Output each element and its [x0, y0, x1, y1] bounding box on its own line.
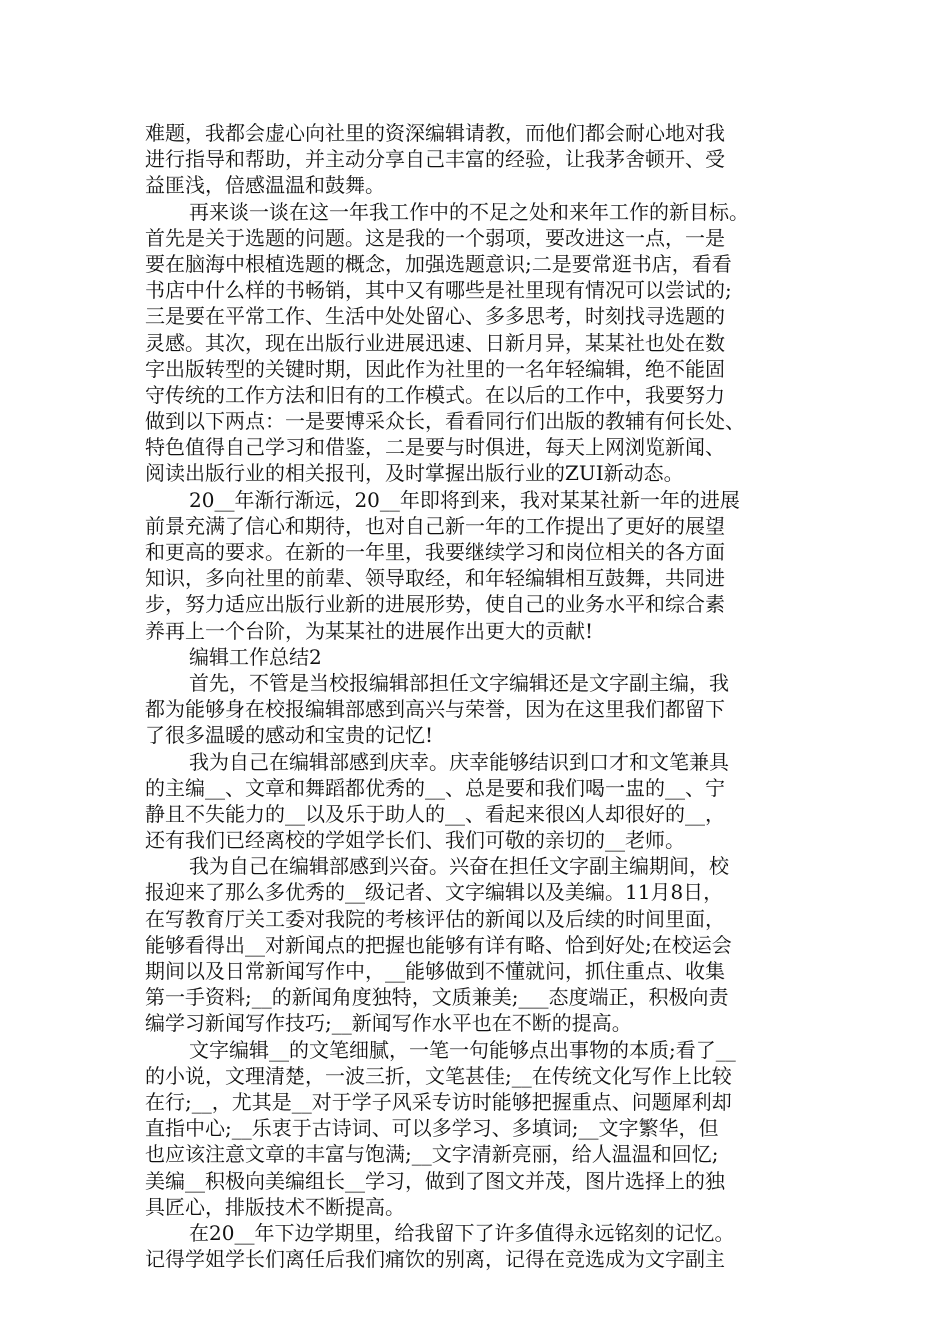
text-line: 灵感。其次，现在出版行业进展迅速、日新月异，某某社也处在数 [145, 330, 725, 355]
text-line: 具匠心，排版技术不断提高。 [145, 1194, 405, 1219]
text-line: 益匪浅，倍感温温和鼓舞。 [145, 173, 385, 198]
text-line: 在行;__，尤其是__对于学子风采专访时能够把握重点、问题犀利却 [145, 1089, 732, 1114]
text-line: 养再上一个台阶，为某某社的进展作出更大的贡献! [145, 618, 594, 643]
text-line: 首先，不管是当校报编辑部担任文字编辑还是文字副主编，我 [189, 670, 729, 695]
text-line: 守传统的工作方法和旧有的工作模式。在以后的工作中，我要努力 [145, 382, 725, 407]
text-line: 进行指导和帮助，并主动分享自己丰富的经验，让我茅舍顿开、受 [145, 147, 725, 172]
text-line: 了很多温暖的感动和宝贵的记忆! [145, 723, 434, 748]
text-line: 难题，我都会虚心向社里的资深编辑请教，而他们都会耐心地对我 [145, 121, 725, 145]
text-line: 在20__年下边学期里，给我留下了许多值得永远铭刻的记忆。 [189, 1220, 735, 1245]
text-line: 首先是关于选题的问题。这是我的一个弱项，要改进这一点，一是 [145, 225, 725, 250]
text-line: 记得学姐学长们离任后我们痛饮的别离，记得在竞选成为文字副主 [145, 1247, 725, 1272]
text-line: 我为自己在编辑部感到兴奋。兴奋在担任文字副主编期间，校 [189, 854, 729, 879]
text-line: 在写教育厅关工委对我院的考核评估的新闻以及后续的时间里面， [145, 906, 725, 931]
text-line: 字出版转型的关键时期，因此作为社里的一名年轻编辑，绝不能固 [145, 356, 725, 381]
text-line: 我为自己在编辑部感到庆幸。庆幸能够结识到口才和文笔兼具 [189, 749, 729, 774]
text-line: 特色值得自己学习和借鉴，二是要与时俱进，每天上网浏览新闻、 [145, 435, 725, 460]
document-body [145, 120, 835, 1272]
text-line: 的小说，文理清楚，一波三折，文笔甚佳;__在传统文化写作上比较 [145, 1063, 732, 1088]
text-line: 文字编辑__的文笔细腻，一笔一句能够点出事物的本质;看了__ [189, 1037, 736, 1062]
text-line: 编学习新闻写作技巧;__新闻写作水平也在不断的提高。 [145, 1011, 632, 1036]
text-line: 报迎来了那么多优秀的__级记者、文字编辑以及美编。11月8日， [145, 880, 724, 905]
text-line: 再来谈一谈在这一年我工作中的不足之处和来年工作的新目标。 [189, 199, 749, 224]
text-line: 书店中什么样的书畅销，其中又有哪些是社里现有情况可以尝试的; [145, 278, 732, 303]
text-line: 20__年渐行渐远，20__年即将到来，我对某某社新一年的进展 [189, 487, 740, 512]
text-line: 静且不失能力的__以及乐于助人的__、看起来很凶人却很好的__， [145, 801, 725, 826]
text-line: 第一手资料;__的新闻角度独特，文质兼美;___态度端正，积极向责 [145, 985, 729, 1010]
text-line: 前景充满了信心和期待，也对自己新一年的工作提出了更好的展望 [145, 513, 725, 538]
text-line: 阅读出版行业的相关报刊，及时掌握出版行业的ZUI新动态。 [145, 461, 684, 486]
text-line: 期间以及日常新闻写作中，__能够做到不懂就问，抓住重点、收集 [145, 959, 725, 983]
text-line: 编辑工作总结2 [189, 644, 322, 669]
text-line: 能够看得出__对新闻点的把握也能够有详有略、恰到好处;在校运会 [145, 932, 732, 957]
text-line: 做到以下两点：一是要博采众长，看看同行们出版的教辅有何长处、 [145, 409, 745, 434]
text-line: 三是要在平常工作、生活中处处留心、多多思考，时刻找寻选题的 [145, 304, 725, 329]
text-line: 的主编__、文章和舞蹈都优秀的__、总是要和我们喝一盅的__、宁 [145, 775, 725, 800]
text-line: 知识，多向社里的前辈、领导取经，和年轻编辑相互鼓舞，共同进 [145, 566, 725, 591]
text-line: 和更高的要求。在新的一年里，我要继续学习和岗位相关的各方面 [145, 540, 725, 564]
text-line: 美编__积极向美编组长__学习，做到了图文并茂，图片选择上的独 [145, 1168, 725, 1193]
text-line: 要在脑海中根植选题的概念，加强选题意识;二是要常逛书店，看看 [145, 251, 732, 276]
text-line: 直指中心;__乐衷于古诗词、可以多学习、多填词;__文字繁华，但 [145, 1116, 719, 1141]
text-line: 还有我们已经离校的学姐学长们、我们可敬的亲切的__老师。 [145, 828, 685, 853]
text-line: 步，努力适应出版行业新的进展形势，使自己的业务水平和综合素 [145, 592, 725, 617]
text-line: 也应该注意文章的丰富与饱满;__文字清新亮丽，给人温温和回忆; [145, 1142, 719, 1167]
text-line: 都为能够身在校报编辑部感到高兴与荣誉，因为在这里我们都留下 [145, 697, 725, 722]
